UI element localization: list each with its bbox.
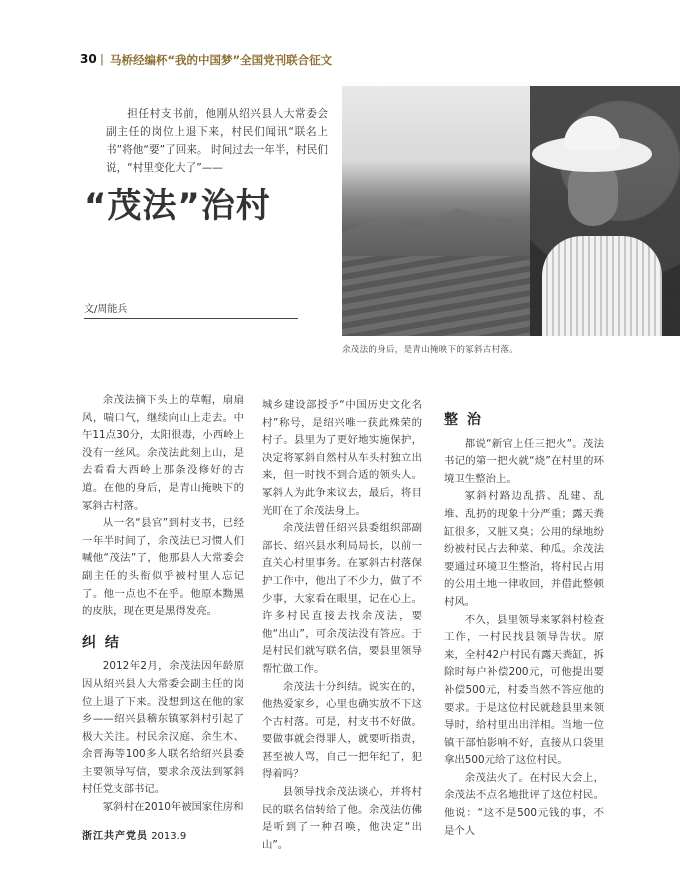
issue-number: 2013.9 xyxy=(151,831,187,842)
article-intro: 担任村支书前，他刚从绍兴县人大常委会副主任的岗位上退下来，村民们闻讯“联名上书”将他“要”了回来。 时间过去一年半，村民们说，“村里变化大了”—— xyxy=(106,108,328,174)
series-title: 马桥经编杯“我的中国梦”全国党刊联合征文 xyxy=(110,53,333,67)
byline-rule xyxy=(84,318,298,319)
magazine-name: 浙江共产党员 xyxy=(82,831,148,842)
section-heading-jiujie: 纠 结 xyxy=(82,634,121,651)
paragraph: 都说“新官上任三把火”。茂法书记的第一把火就“烧”在村里的环境卫生整治上。 xyxy=(444,437,604,485)
article-title: “茂法”治村 xyxy=(84,186,271,226)
text-column-1 xyxy=(82,392,244,817)
page-number: 30 xyxy=(80,52,97,66)
paragraph: 县领导找余茂法谈心，并将村民的联名信转给了他。余茂法仿佛是听到了一种召唤，他决定“出山”。 xyxy=(262,786,422,851)
text-column-3 xyxy=(444,412,604,840)
paragraph: 余茂法摘下头上的草帽，扇扇风，喘口气，继续向山上走去。中午11点30分，太阳很毒，小西岭上没有一丝风。余茂法此刻上山，是去看看大西岭上那条没修好的古道。在他的身后，是青山掩映下的冢斜古村落。 xyxy=(82,394,244,512)
article-photo xyxy=(342,86,680,336)
paragraph: 余茂法曾任绍兴县委组织部副部长、绍兴县水利局局长，以前一直关心村里事务。在冢斜古村落保护工作中，他出了不少力，做了不少事，大家看在眼里，记在心上。许多村民直接去找余茂法，要他“出山”，可余茂法没有答应。于是村民们就写联名信，要县里领导帮忙做工作。 xyxy=(262,522,422,675)
header-separator: | xyxy=(100,52,104,66)
paragraph: 余茂法十分纠结。说实在的，他热爱家乡，心里也确实放不下这个古村落。可是，村支书不好做。要做事就会得罪人，就要听指责，甚至被人骂，自己一把年纪了，犯得着吗？ xyxy=(262,680,422,781)
section-heading-zhengzhi: 整 治 xyxy=(444,412,483,428)
paragraph: 冢斜村在2010年被国家住房和 xyxy=(102,801,244,814)
page-header xyxy=(74,50,634,70)
page-footer xyxy=(82,827,186,842)
paragraph: 城乡建设部授予“中国历史文化名村”称号，是绍兴唯一获此殊荣的村子。县里为了更好地实施保护，决定将冢斜自然村从车头村独立出来，但一时找不到合适的领头人。冢斜人为此争来议去，最后，将目光盯在了余茂法身上。 xyxy=(262,399,422,517)
paragraph: 冢斜村路边乱搭、乱建、乱堆、乱扔的现象十分严重；露天粪缸很多，又脏又臭；公用的绿地纷纷被村民占去种菜、种瓜。余茂法要通过环境卫生整治，将村民占用的公用土地一律收回，并借此整顿村风。 xyxy=(444,490,604,608)
paragraph: 2012年2月，余茂法因年龄原因从绍兴县人大常委会副主任的岗位上退了下来。没想到这在他的家乡——绍兴县稽东镇冢斜村引起了极大关注。村民余汉庭、余生木、余晋海等100多人联名给绍兴县委主要领导写信，要求余茂法到冢斜村任党支部书记。 xyxy=(82,660,244,796)
paragraph: 余茂法火了。在村民大会上，余茂法不点名地批评了这位村民。他说：“这不是500元钱的事，不是个人 xyxy=(444,771,604,837)
photo-person-shirt xyxy=(542,236,662,336)
photo-caption: 余茂法的身后，是青山掩映下的冢斜古村落。 xyxy=(342,345,519,355)
paragraph: 不久，县里领导来冢斜村检查工作，一村民找县领导告状。原来，全村42户村民有露天粪缸，拆除时每户补偿200元，可他提出要补偿500元，村委当然不答应他的要求。于是这位村民就趁县里来领导时，给村里出出洋相。当地一位镇干部怕影响不好，直接从口袋里拿出500元给了这位村民。 xyxy=(444,613,604,767)
text-column-2 xyxy=(262,397,422,854)
article-byline: 文/周能兵 xyxy=(84,304,128,315)
paragraph: 从一名“县官”到村支书，已经一年半时间了，余茂法已习惯人们喊他“茂法”了，他那县人大常委会副主任的头衔似乎被村里人忘记了。他一点也不在乎。他原本黝黑的皮肤，现在更是黑得发亮。 xyxy=(82,517,244,618)
